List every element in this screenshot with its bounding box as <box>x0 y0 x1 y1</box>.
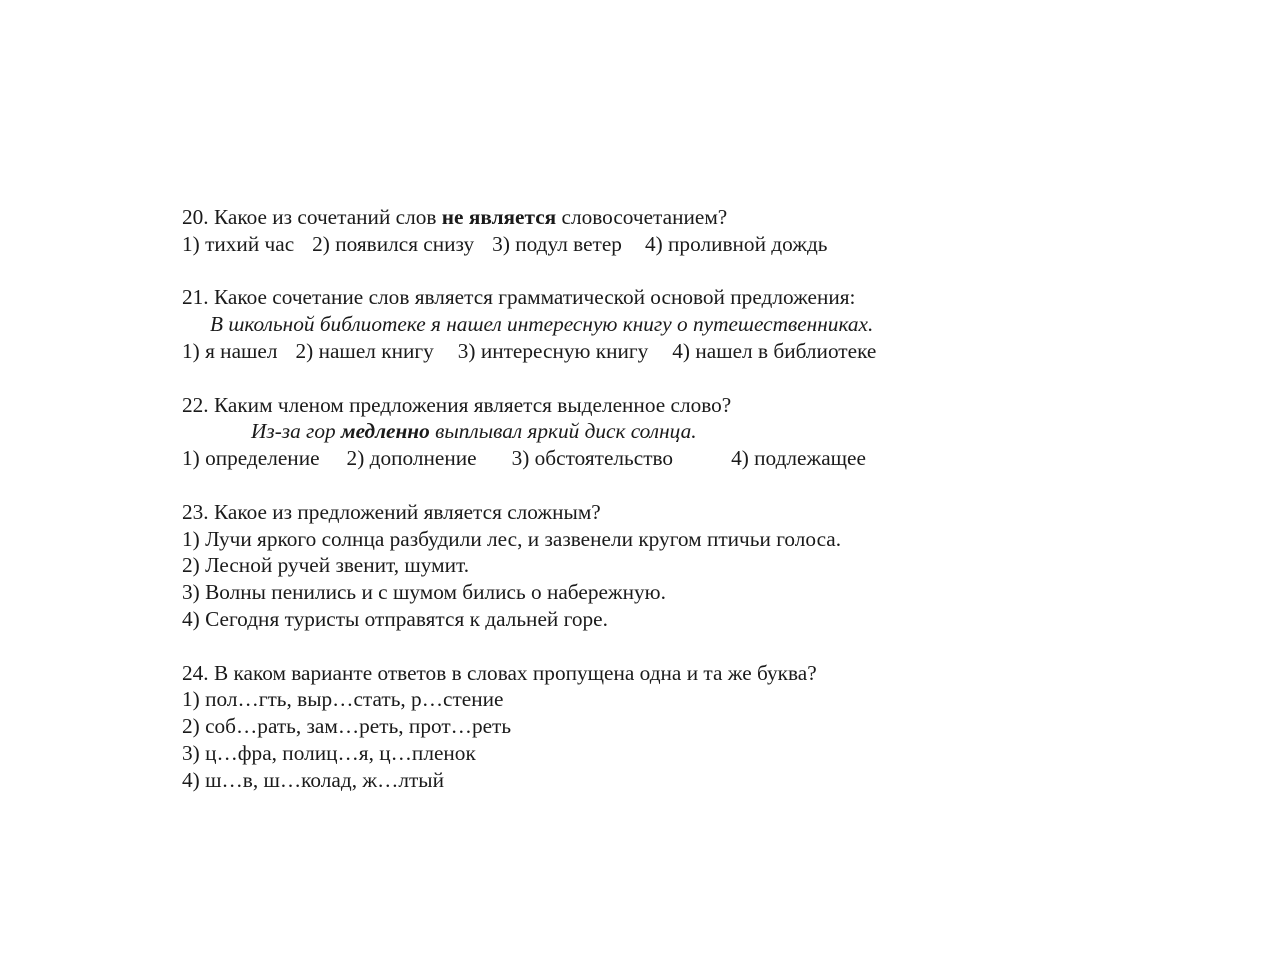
answer-option: 4) ш…в, ш…колад, ж…лтый <box>182 767 445 792</box>
question-21 <box>182 284 1182 364</box>
question-23 <box>182 499 1182 633</box>
answer-option: 3) подул ветер <box>492 231 622 256</box>
question-title: 23. Какое из предложений является сложным? <box>182 499 601 524</box>
answer-option: 4) подлежащее <box>731 446 866 471</box>
answer-option: 2) соб…рать, зам…реть, прот…реть <box>182 714 512 739</box>
answer-option: 4) нашел в библиотеке <box>672 338 877 363</box>
answer-option: 1) Лучи яркого солнца разбудили лес, и зазвенели кругом птичьи голоса. <box>182 526 842 551</box>
answer-option: 2) появился снизу <box>312 231 475 256</box>
answer-option: 4) Сегодня туристы отправятся к дальней горе. <box>182 606 608 631</box>
answer-option: 2) Лесной ручей звенит, шумит. <box>182 553 470 578</box>
question-title: 22. Каким членом предложения является выделенное слово? <box>182 392 732 417</box>
answer-option: 2) нашел книгу <box>295 338 434 363</box>
question-title: 20. Какое из сочетаний слов не является словосочетанием? <box>182 205 728 229</box>
emphasis-text: не является <box>441 205 557 229</box>
highlighted-word: медленно <box>341 419 430 444</box>
answer-option: 1) определение <box>182 446 320 471</box>
example-sentence: В школьной библиотеке я нашел интересную книгу о путешественниках. <box>210 312 874 337</box>
answer-options <box>182 338 1182 365</box>
answer-options <box>182 445 1182 472</box>
answer-option: 1) пол…гть, выр…стать, р…стение <box>182 687 504 712</box>
question-title: 21. Какое сочетание слов является грамматической основой предложения: <box>182 285 856 310</box>
answer-option: 3) интересную книгу <box>457 338 649 363</box>
answer-option: 3) Волны пенились и с шумом бились о набережную. <box>182 580 666 605</box>
answer-option: 3) обстоятельство <box>511 446 674 471</box>
answer-option: 4) проливной дождь <box>644 231 828 256</box>
answer-option: 2) дополнение <box>346 446 477 471</box>
question-20 <box>182 204 1182 258</box>
question-22 <box>182 392 1182 472</box>
answer-option: 1) тихий час <box>182 231 295 256</box>
question-24 <box>182 660 1182 794</box>
answer-option: 3) ц…фра, полиц…я, ц…пленок <box>182 740 476 765</box>
test-page <box>182 204 1182 820</box>
question-title: 24. В каком варианте ответов в словах пропущена одна и та же буква? <box>182 660 817 685</box>
answer-option: 1) я нашел <box>182 338 278 363</box>
example-sentence: Из-за гор медленно выплывал яркий диск солнца. <box>251 419 697 444</box>
answer-options <box>182 231 1182 258</box>
